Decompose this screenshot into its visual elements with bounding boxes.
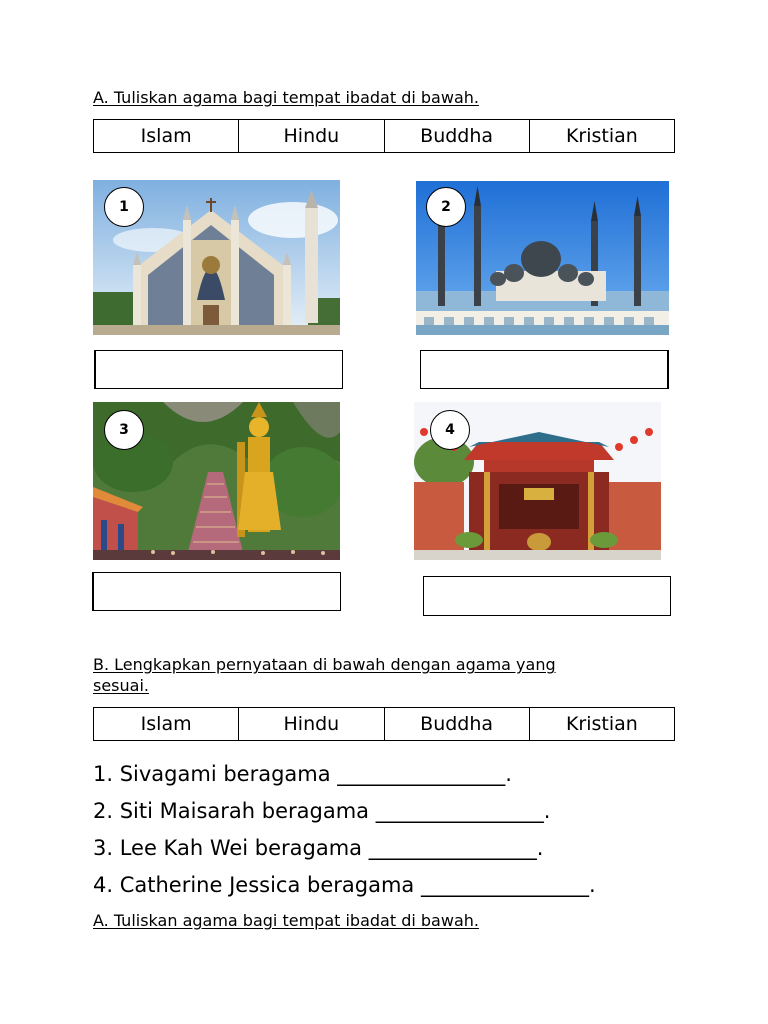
section-b-heading-line-1: B. Lengkapkan pernyataan di bawah dengan agama yang [93,655,556,674]
section-b-heading-line-2: sesuai. [93,676,149,695]
word-kristian: Kristian [529,708,674,741]
picture-number-1: 1 [104,187,144,227]
word-hindu: Hindu [239,708,384,741]
picture-number-2: 2 [426,187,466,227]
word-buddha: Buddha [384,120,529,153]
statement-2: 2. Siti Maisarah beragama ________________. [93,799,551,823]
section-a-word-bank [93,119,675,153]
answer-box-1[interactable] [94,350,343,389]
answer-box-2[interactable] [420,350,669,389]
picture-number-3: 3 [104,410,144,450]
answer-box-4[interactable] [423,576,671,616]
statement-3: 3. Lee Kah Wei beragama ________________. [93,836,544,860]
answer-box-3[interactable] [92,572,341,611]
word-islam: Islam [94,708,239,741]
word-kristian: Kristian [529,120,674,153]
section-a-heading: A. Tuliskan agama bagi tempat ibadat di bawah. [93,88,479,107]
word-buddha: Buddha [384,708,529,741]
statement-1: 1. Sivagami beragama ________________. [93,762,512,786]
section-b-word-bank [93,707,675,741]
picture-number-4: 4 [430,410,470,450]
word-islam: Islam [94,120,239,153]
repeat-heading: A. Tuliskan agama bagi tempat ibadat di bawah. [93,911,479,930]
word-hindu: Hindu [239,120,384,153]
statement-4: 4. Catherine Jessica beragama ________________. [93,873,596,897]
